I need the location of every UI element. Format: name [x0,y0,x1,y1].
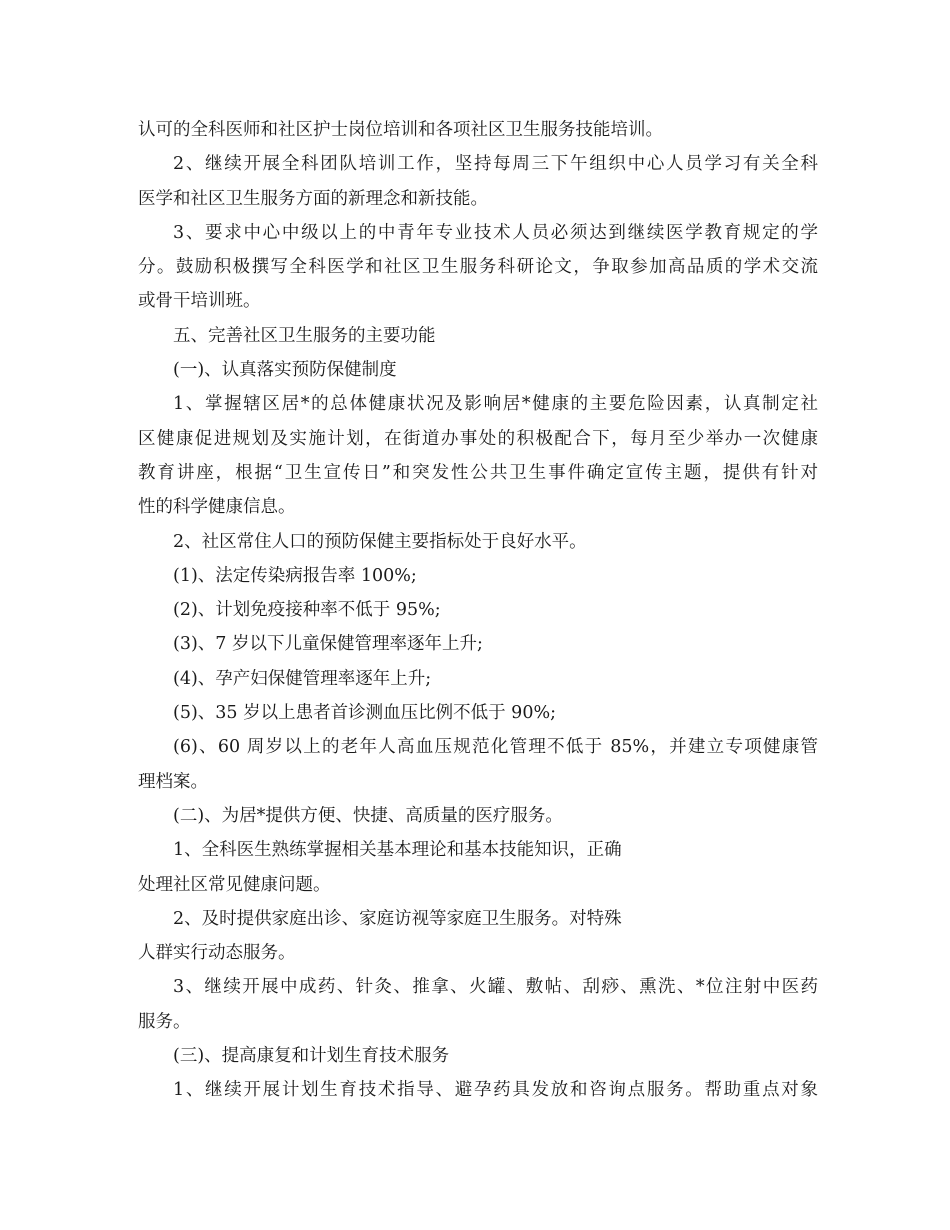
section-heading: 五、完善社区卫生服务的主要功能 [173,325,436,346]
paragraph-line: 或骨干培训班。 [138,291,261,312]
list-item: (4)、孕产妇保健管理率逐年上升; [173,668,432,689]
list-item-continuation: 理档案。 [138,771,208,792]
document-body [138,113,818,1108]
paragraph-line: 性的科学健康信息。 [138,497,296,518]
paragraph-line: 处理社区常见健康问题。 [138,874,331,895]
list-item: (2)、计划免疫接种率不低于 95%; [173,600,441,621]
paragraph-line: 1、掌握辖区居*的总体健康状况及影响居*健康的主要危险因素，认真制定社 [173,394,818,415]
paragraph-line: 人群实行动态服务。 [138,943,296,964]
paragraph-line: 1、全科医生熟练掌握相关基本理论和基本技能知识，正确 [173,840,622,861]
paragraph-line: 3、继续开展中成药、针灸、推拿、火罐、敷帖、刮痧、熏洗、*位注射中医药 [173,977,818,998]
paragraph-line: 1、继续开展计划生育技术指导、避孕药具发放和咨询点服务。帮助重点对象 [173,1080,818,1101]
paragraph-line: 分。鼓励积极撰写全科医学和社区卫生服务科研论文，争取参加高品质的学术交流 [138,257,818,278]
paragraph-line: 认可的全科医师和社区护士岗位培训和各项社区卫生服务技能培训。 [138,120,663,140]
paragraph-line: 2、继续开展全科团队培训工作，坚持每周三下午组织中心人员学习有关全科 [173,154,818,175]
list-item: (6)、60 周岁以上的老年人高血压规范化管理不低于 85%，并建立专项健康管 [173,737,818,758]
paragraph-line: 教育讲座，根据“卫生宣传日”和突发性公共卫生事件确定宣传主题，提供有针对 [138,462,818,483]
paragraph-line: 医学和社区卫生服务方面的新理念和新技能。 [138,188,488,209]
paragraph-line: 2、及时提供家庭出诊、家庭访视等家庭卫生服务。对特殊 [173,908,622,929]
subsection-heading: (一)、认真落实预防保健制度 [173,360,397,381]
subsection-heading: (二)、为居*提供方便、快捷、高质量的医疗服务。 [173,805,563,826]
paragraph-line: 服务。 [138,1011,191,1032]
list-item: (5)、35 岁以上患者首诊测血压比例不低于 90%; [173,703,556,724]
paragraph-line: 3、要求中心中级以上的中青年专业技术人员必须达到继续医学教育规定的学 [173,222,818,243]
paragraph-line: 2、社区常住人口的预防保健主要指标处于良好水平。 [173,531,587,552]
list-item: (1)、法定传染病报告率 100%; [173,565,417,586]
paragraph-line: 区健康促进规划及实施计划，在街道办事处的积极配合下，每月至少举办一次健康 [138,428,818,449]
list-item: (3)、7 岁以下儿童保健管理率逐年上升; [173,634,483,655]
subsection-heading: (三)、提高康复和计划生育技术服务 [173,1046,450,1067]
